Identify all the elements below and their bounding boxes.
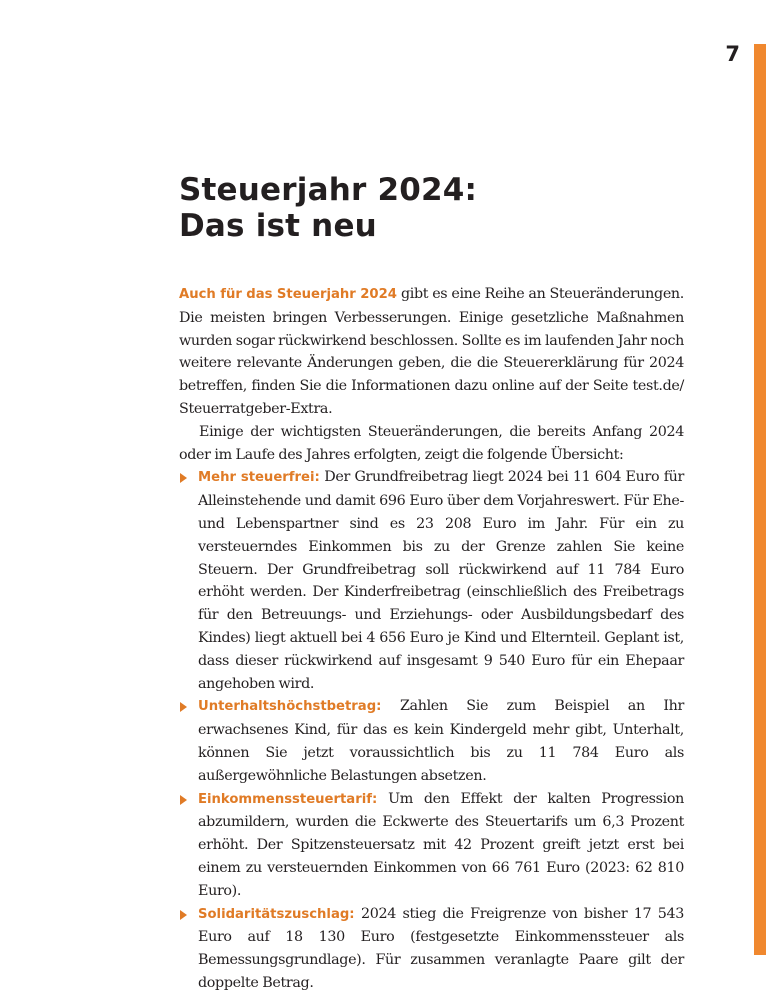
intro-paragraph: [179, 283, 684, 421]
triangle-bullet-icon: [180, 702, 187, 712]
triangle-bullet-icon: [180, 473, 187, 483]
item-text: Zahlen Sie zum Beispiel an Ihr erwachsenes Kind, für das es kein Kindergeld mehr gibt, Unterhalt, können Sie jetzt voraussichtlich bis zu 11 784 Euro als außergewöhnliche Belastungen absetzen.: [198, 698, 684, 784]
list-item: [179, 695, 684, 787]
item-label: Mehr steuerfrei:: [198, 470, 320, 486]
page-number: 7: [725, 42, 740, 66]
list-item: [179, 903, 684, 995]
intro-lead: Auch für das Steuerjahr 2024: [179, 287, 397, 302]
item-label: Einkommenssteuertarif:: [198, 791, 378, 807]
list-item: [179, 788, 684, 903]
overview-paragraph: Einige der wichtigsten Steueränderungen, die bereits Anfang 2024 oder im Laufe des Jahres erfolgten, zeigt die folgende Übersicht:: [179, 423, 684, 463]
title-line-2: Das ist neu: [179, 208, 377, 244]
list-item: [179, 466, 684, 695]
intro-text: gibt es eine Reihe an Steueränderungen. Die meisten bringen Verbesserungen. Einige gesetzliche Maßnahmen wurden sogar rückwirkend beschlossen. Sollte es im laufenden Jahr noch weitere relevante Änderungen geben, die die Steuererklärung für 2024 betreffen, finden Sie die Informationen dazu online auf der Seite test.de/ Steuerratgeber-Extra.: [179, 286, 684, 417]
item-text: Um den Effekt der kalten Progression abzumildern, wurden die Eckwerte des Steuertarifs um 6,3 Prozent erhöht. Der Spitzensteuersatz mit 42 Prozent greift jetzt erst bei einem zu versteuernden Einkommen von 66 761 Euro (2023: 62 810 Euro).: [198, 790, 684, 899]
item-label: Unterhaltshöchstbetrag:: [198, 699, 382, 715]
chapter-edge-bar: [754, 44, 766, 955]
title-line-1: Steuerjahr 2024:: [179, 172, 478, 208]
item-label: Solidaritätszuschlag:: [198, 906, 355, 922]
triangle-bullet-icon: [180, 795, 187, 805]
item-text: 2024 stieg die Freigrenze von bisher 17 543 Euro auf 18 130 Euro (festgesetzte Einkommenssteuer als Bemessungsgrundlage). Für zusammen veranlagte Paare gilt der doppelte Betrag.: [198, 905, 684, 991]
triangle-bullet-icon: [180, 910, 187, 920]
page-title: [179, 172, 477, 244]
body-text: [179, 283, 684, 995]
change-list: [179, 466, 684, 994]
item-text: Der Grundfreibetrag liegt 2024 bei 11 604 Euro für Alleinstehende und damit 696 Euro über dem Vorjahreswert. Für Ehe- und Lebenspartner sind es 23 208 Euro im Jahr. Für ein zu versteuerndes Einkommen bis zu der Grenze zahlen Sie keine Steuern. Der Grundfreibetrag soll rückwirkend auf 11 784 Euro erhöht werden. Der Kinderfreibetrag (einschließlich des Freibetrags für den Betreuungs- und Erziehungs- oder Ausbildungsbedarf des Kindes) liegt aktuell bei 4 656 Euro je Kind und Elternteil. Geplant ist, dass dieser rückwirkend auf insgesamt 9 540 Euro für ein Ehepaar angehoben wird.: [198, 469, 684, 692]
